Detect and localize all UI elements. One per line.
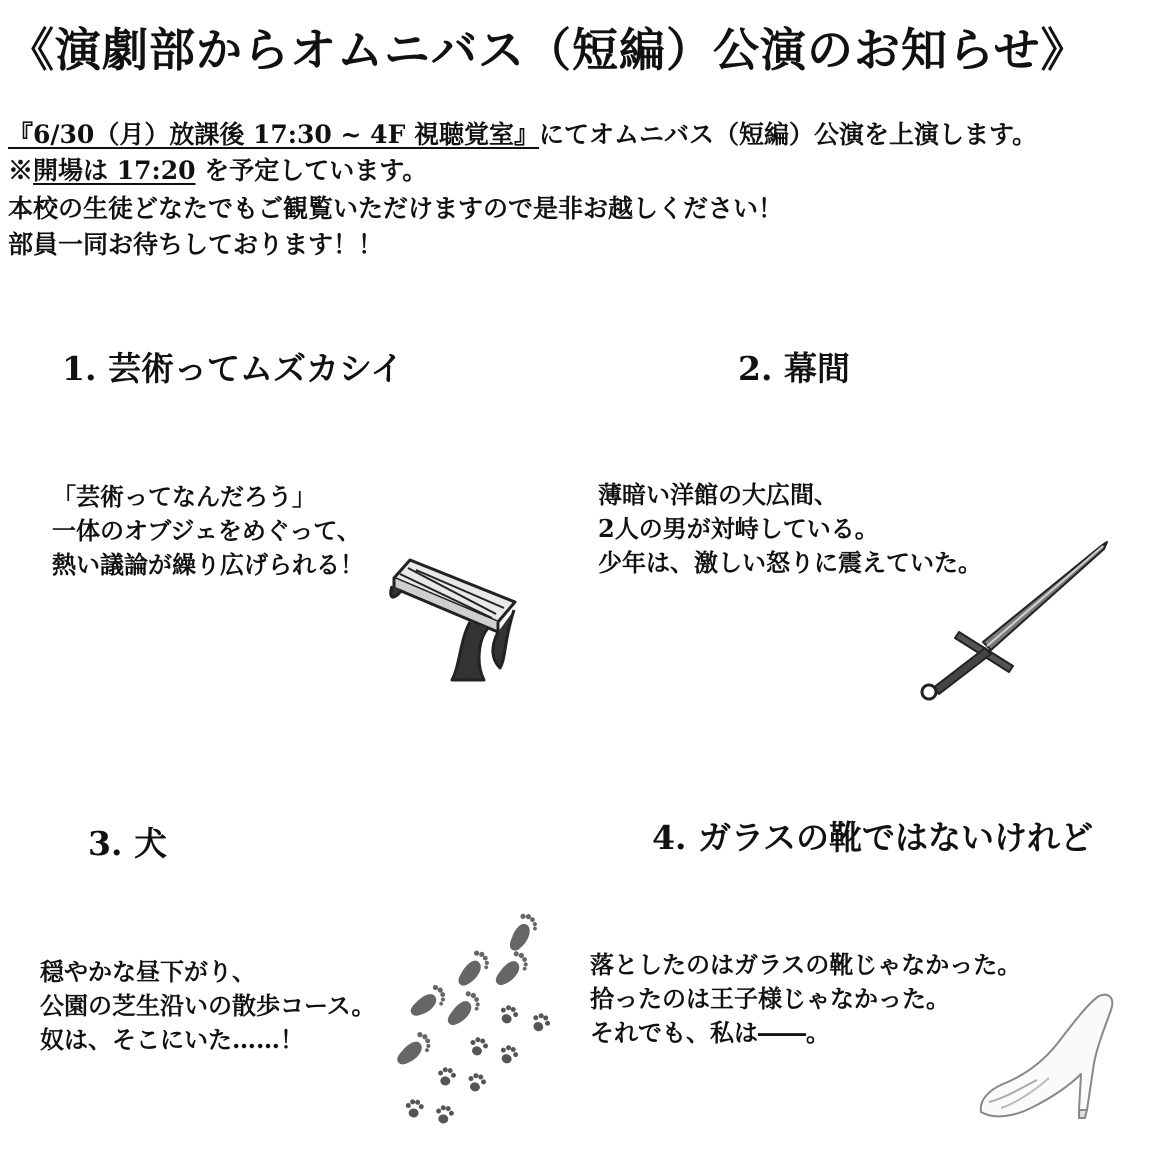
note-mark: ※ xyxy=(8,156,34,185)
play-4-line: 落としたのはガラスの靴じゃなかった。 xyxy=(590,950,1022,979)
play-1-line: 一体のオブジェをめぐって、 xyxy=(52,516,361,545)
footprints-icon xyxy=(390,915,560,1130)
intro-line-1 xyxy=(8,122,1037,147)
play-1-line: 熱い議論が繰り広げられる！ xyxy=(52,550,364,579)
sword-icon xyxy=(915,540,1115,700)
play-4-line: それでも、私は――。 xyxy=(590,1018,830,1047)
event-datetime-location: 『6/30（月）放課後 17:30 ~ 4F 視聴覚室』 xyxy=(8,120,540,149)
play-4-heading: 4. ガラスの靴ではないけれど xyxy=(652,818,1093,857)
play-2-line: 少年は、激しい怒りに震えていた。 xyxy=(598,548,982,577)
play-1-line: 「芸術ってなんだろう」 xyxy=(52,482,316,511)
play-4-description xyxy=(590,948,1021,1050)
play-1-description xyxy=(52,480,364,582)
play-4-line: 拾ったのは王子様じゃなかった。 xyxy=(590,984,950,1013)
play-2-heading: 2. 幕間 xyxy=(738,349,850,388)
play-2-line: 薄暗い洋館の大広間、 xyxy=(598,480,838,509)
bench-icon xyxy=(380,540,530,690)
intro-line-4: 部員一同お待ちしております！！ xyxy=(8,230,384,259)
play-3-line: 公園の芝生沿いの散歩コース。 xyxy=(40,991,376,1020)
play-3-line: 穏やかな昼下がり、 xyxy=(40,957,256,986)
play-3-line: 奴は、そこにいた……！ xyxy=(40,1025,304,1054)
glass-slipper-icon xyxy=(975,990,1125,1125)
play-2-line: 2人の男が対峙している。 xyxy=(598,514,879,543)
play-3-description xyxy=(40,955,376,1057)
intro-line-2 xyxy=(8,158,427,183)
play-3-heading: 3. 犬 xyxy=(88,824,167,863)
intro-line-3: 本校の生徒どなたでもご観覧いただけますので是非お越しください！ xyxy=(8,194,784,223)
play-1-heading: 1. 芸術ってムズカシイ xyxy=(62,349,404,388)
intro-line-1-rest: にてオムニバス（短編）公演を上演します。 xyxy=(539,120,1038,149)
page-title: 《演劇部からオムニバス（短編）公演のお知らせ》 xyxy=(8,23,1088,77)
intro-line-2-rest: を予定しています。 xyxy=(195,156,428,185)
doors-open-time: 開場は 17:20 xyxy=(33,156,196,185)
